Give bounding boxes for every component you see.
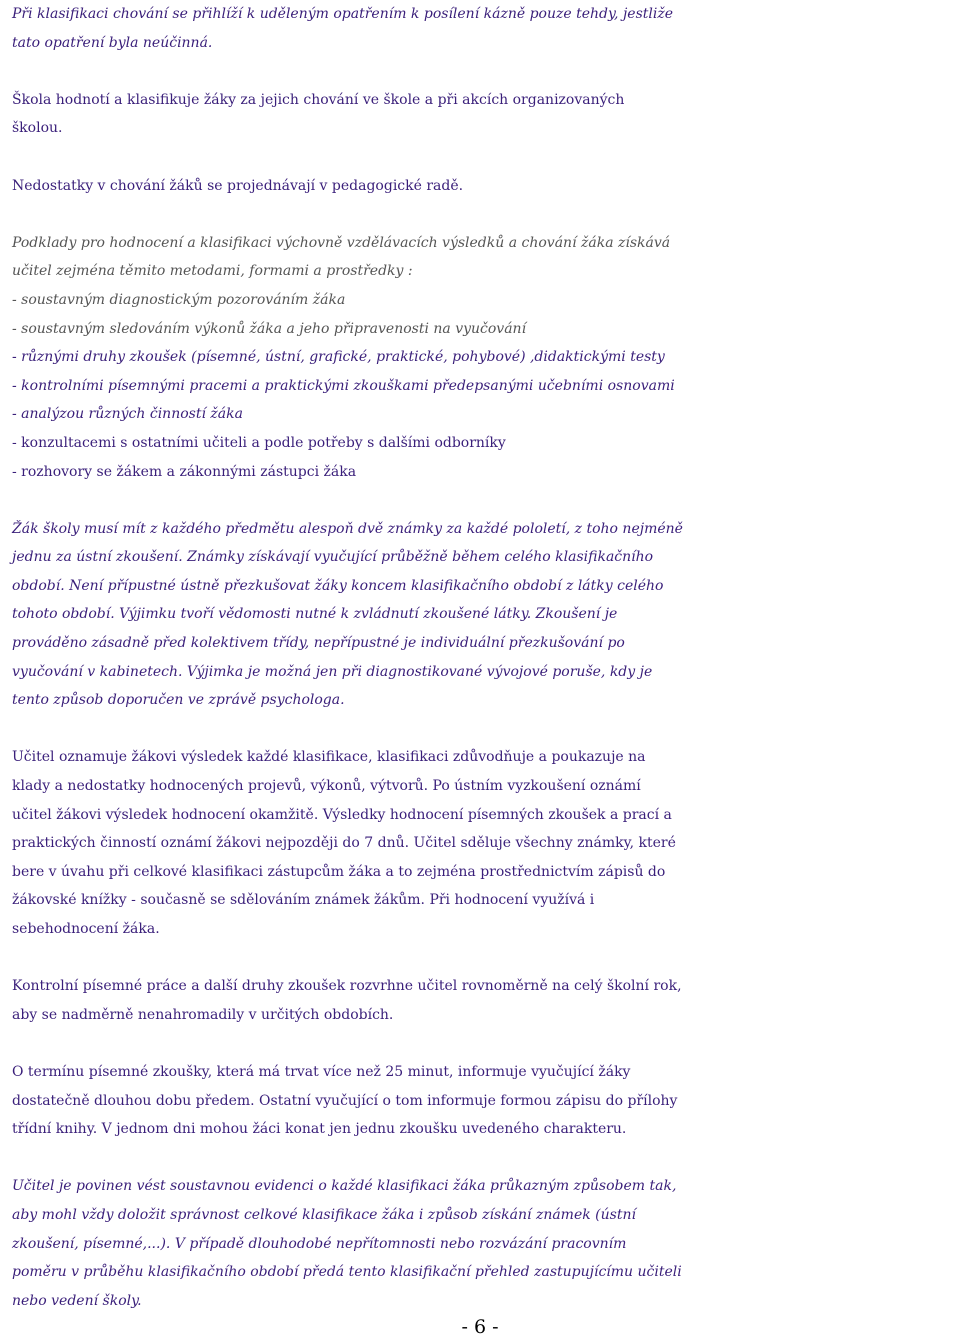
text-line: zkoušení, písemné,...). V případě dlouhodobé nepřítomnosti nebo rozvázání pracovním [12, 1235, 627, 1252]
text-line: jednu za ústní zkoušení. Známky získávají vyučující průběžně během celého klasifikačního [12, 549, 654, 566]
text-line: klady a nedostatky hodnocených projevů, výkonů, výtvorů. Po ústním vyzkoušení oznámí [12, 778, 641, 795]
text-line: Učitel oznamuje žákovi výsledek každé klasifikace, klasifikaci zdůvodňuje a poukazuje na [12, 749, 646, 766]
list-item: - soustavným sledováním výkonů žáka a jeho připravenosti na vyučování [12, 320, 527, 337]
text-line: tato opatření byla neúčinná. [12, 34, 213, 51]
paragraph-deficiencies [12, 172, 958, 201]
paragraph-teacher-announces [12, 743, 958, 943]
text-line: Škola hodnotí a klasifikuje žáky za jejich chování ve škole a při akcích organizovaných [12, 91, 625, 108]
text-line: Nedostatky v chování žáků se projednávají v pedagogické radě. [12, 177, 464, 194]
text-line: O termínu písemné zkoušky, která má trvat více než 25 minut, informuje vyučující žáky [12, 1063, 631, 1080]
text-line: vyučování v kabinetech. Výjimka je možná jen při diagnostikované vývojové poruše, kdy je [12, 663, 653, 680]
text-line: Při klasifikaci chování se přihlíží k uděleným opatřením k posílení kázně pouze tehdy, jestliže [12, 6, 673, 22]
list-item: - analýzou různých činností žáka [12, 406, 243, 423]
page-number: - 6 - [461, 1316, 499, 1338]
text-line: učitel zejména těmito metodami, formami a prostředky : [12, 263, 413, 280]
text-line: prováděno zásadně před kolektivem třídy, nepřípustné je individuální přezkušování po [12, 635, 625, 652]
text-line: praktických činností oznámí žákovi nejpozději do 7 dnů. Učitel sděluje všechny známky, které [12, 835, 676, 852]
list-item: - konzultacemi s ostatními učiteli a podle potřeby s dalšími odborníky [12, 434, 506, 451]
text-line: učitel žákovi výsledek hodnocení okamžitě. Výsledky hodnocení písemných zkoušek a prací a [12, 806, 672, 823]
text-line: třídní knihy. V jednom dni mohou žáci konat jen jednu zkoušku uvedeného charakteru. [12, 1121, 627, 1138]
text-line: aby se nadměrně nenahromadily v určitých obdobích. [12, 1006, 394, 1023]
text-line: školou. [12, 120, 63, 137]
text-line: žákovské knížky - současně se sdělováním známek žákům. Při hodnocení využívá i [12, 892, 595, 909]
text-line: Učitel je povinen vést soustavnou evidenci o každé klasifikaci žáka průkazným způsobem tak, [12, 1178, 677, 1195]
paragraph-written-tests [12, 972, 958, 1029]
paragraph-evaluation-methods [12, 229, 958, 486]
text-line: Kontrolní písemné práce a další druhy zkoušek rozvrhne učitel rovnoměrně na celý školní rok, [12, 978, 682, 995]
text-line: tohoto období. Výjimku tvoří vědomosti nutné k zvládnutí zkoušené látky. Zkoušení je [12, 606, 618, 623]
list-item: - soustavným diagnostickým pozorováním žáka [12, 291, 346, 308]
text-line: období. Není přípustné ústně přezkušovat žáky koncem klasifikačního období z látky celého [12, 577, 664, 594]
paragraph-school-evaluates [12, 86, 958, 143]
text-line: tento způsob doporučen ve zprávě psychologa. [12, 692, 345, 709]
document-page [12, 0, 958, 1315]
text-line: nebo vedení školy. [12, 1292, 142, 1309]
list-item: - rozhovory se žákem a zákonnými zástupci žáka [12, 463, 357, 480]
text-line: poměru v průběhu klasifikačního období předá tento klasifikační přehled zastupujícímu učiteli [12, 1264, 682, 1281]
text-line: dostatečně dlouhou dobu předem. Ostatní vyučující o tom informuje formou zápisu do přílohy [12, 1092, 678, 1109]
text-line: Žák školy musí mít z každého předmětu alespoň dvě známky za každé pololetí, z toho nejméně [12, 520, 683, 537]
text-line: aby mohl vždy doložit správnost celkové klasifikace žáka i způsob získání známek (ústní [12, 1206, 636, 1223]
list-item: - různými druhy zkoušek (písemné, ústní, grafické, praktické, pohybové) ,didaktickými testy [12, 349, 665, 366]
text-line: bere v úvahu při celkové klasifikaci zástupcům žáka a to zejména prostřednictvím zápisů do [12, 863, 666, 880]
text-line: Podklady pro hodnocení a klasifikaci výchovně vzdělávacích výsledků a chování žáka získává [12, 234, 671, 251]
paragraph-test-schedule [12, 1058, 958, 1144]
text-line: sebehodnocení žáka. [12, 921, 160, 937]
paragraph-evidence [12, 1172, 958, 1315]
list-item: - kontrolními písemnými pracemi a praktickými zkouškami předepsanými učebními osnovami [12, 377, 675, 394]
paragraph-behavior-measures [12, 0, 958, 57]
paragraph-grades-requirement [12, 515, 958, 715]
